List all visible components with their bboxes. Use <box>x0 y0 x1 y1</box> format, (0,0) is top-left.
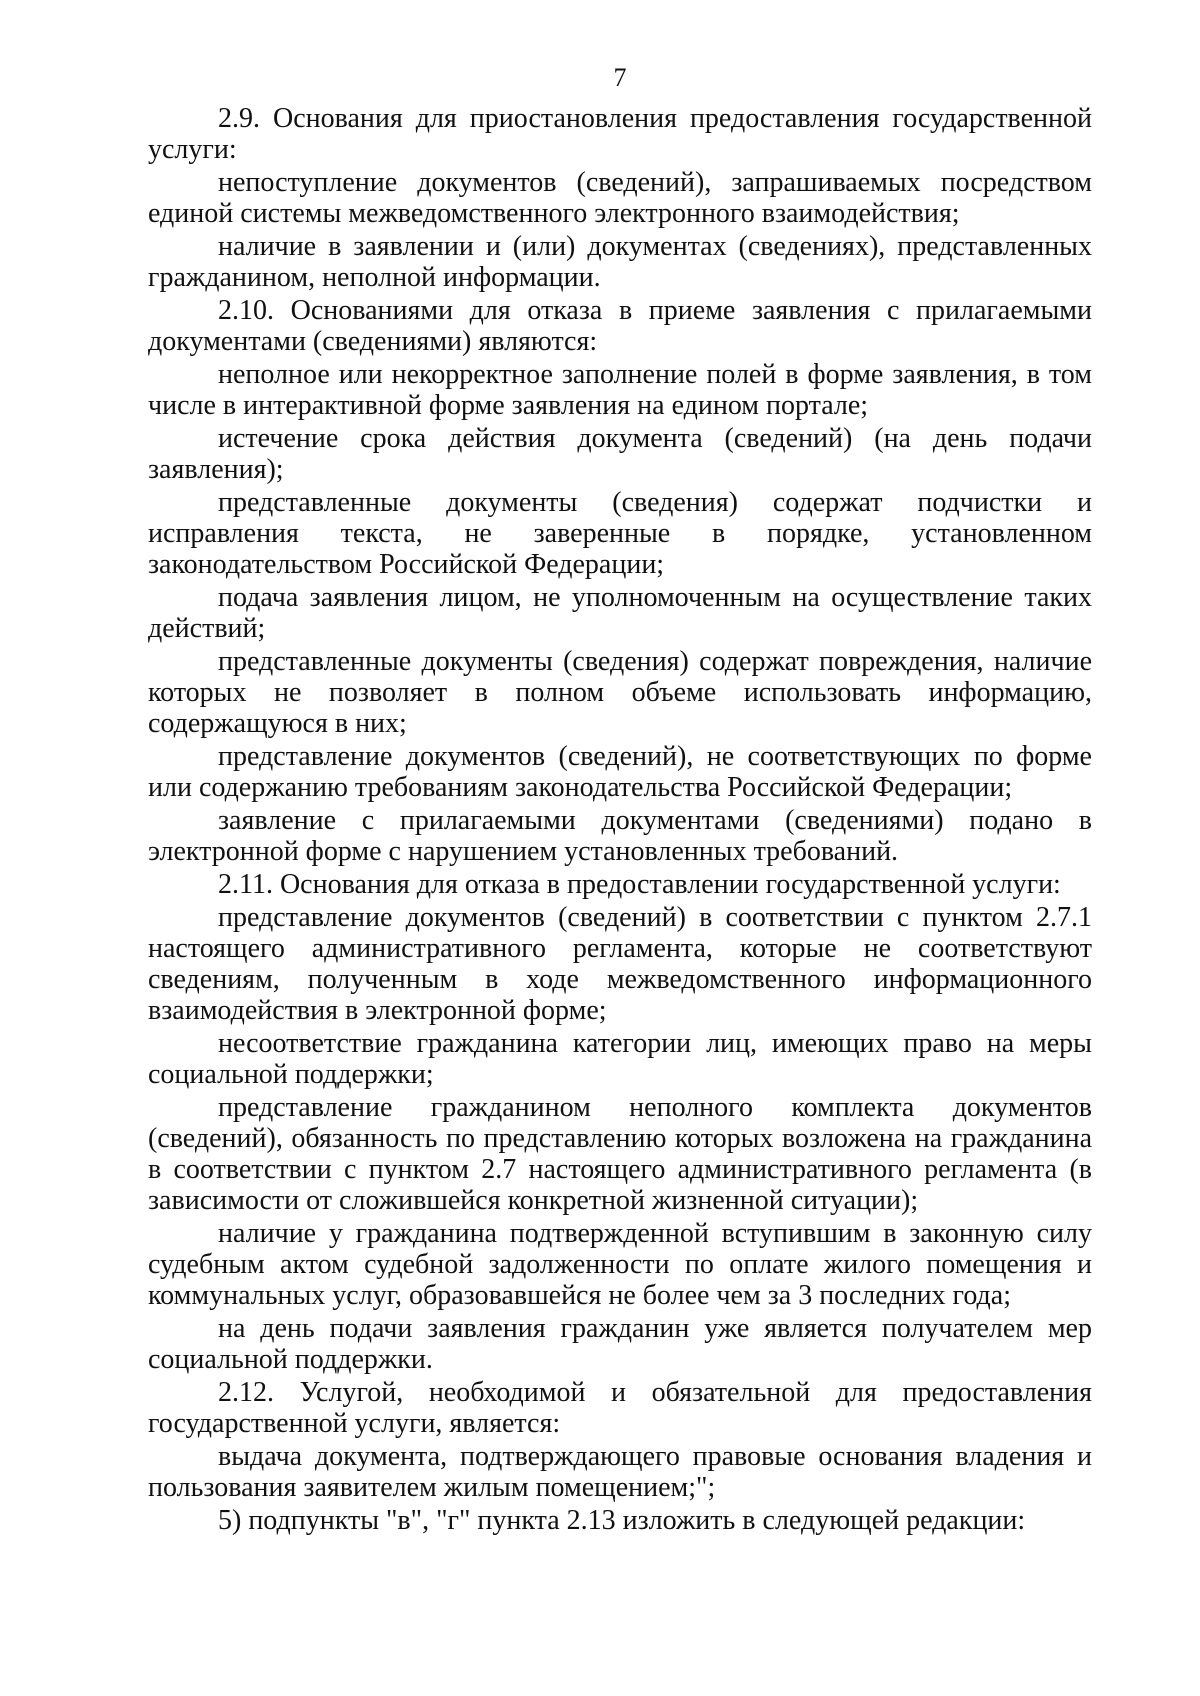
paragraph-2-10-heading: 2.10. Основаниями для отказа в приеме заявления с прилагаемыми документами (сведениями) являются: <box>148 295 1092 357</box>
paragraph-item: представление документов (сведений), не соответствующих по форме или содержанию требованиям законодательства Российской Федерации; <box>148 741 1092 803</box>
paragraph-item: неполное или некорректное заполнение полей в форме заявления, в том числе в интерактивной форме заявления на едином портале; <box>148 359 1092 421</box>
paragraph-item: заявление с прилагаемыми документами (сведениями) подано в электронной форме с нарушением установленных требований. <box>148 805 1092 867</box>
paragraph-item: выдача документа, подтверждающего правовые основания владения и пользования заявителем жилым помещением;"; <box>148 1441 1092 1503</box>
paragraph-item: представленные документы (сведения) содержат повреждения, наличие которых не позволяет в полном объеме использовать информацию, содержащуюся в них; <box>148 646 1092 739</box>
document-body <box>148 103 1092 1536</box>
paragraph-2-11-heading: 2.11. Основания для отказа в предоставлении государственной услуги: <box>218 869 1061 900</box>
paragraph-item: представление документов (сведений) в соответствии с пунктом 2.7.1 настоящего административного регламента, которые не соответствуют сведениям, полученным в ходе межведомственного информационного взаимодействия в электронной форме; <box>148 902 1092 1026</box>
paragraph-item: подача заявления лицом, не уполномоченным на осуществление таких действий; <box>148 582 1092 644</box>
paragraph-2-12-heading: 2.12. Услугой, необходимой и обязательной для предоставления государственной услуги, является: <box>148 1377 1092 1439</box>
paragraph-item-5: 5) подпункты "в", "г" пункта 2.13 изложить в следующей редакции: <box>218 1505 1026 1536</box>
page-number: 7 <box>613 63 627 92</box>
paragraph-item: наличие в заявлении и (или) документах (сведениях), представленных гражданином, неполной информации. <box>148 231 1092 293</box>
paragraph-item: представление гражданином неполного комплекта документов (сведений), обязанность по представлению которых возложена на гражданина в соответствии с пунктом 2.7 настоящего административного регламента (в зависимости от сложившейся конкретной жизненной ситуации); <box>148 1092 1092 1216</box>
paragraph-item: на день подачи заявления гражданин уже является получателем мер социальной поддержки. <box>148 1313 1092 1375</box>
paragraph-item: несоответствие гражданина категории лиц, имеющих право на меры социальной поддержки; <box>148 1028 1092 1090</box>
paragraph-item: непоступление документов (сведений), запрашиваемых посредством единой системы межведомственного электронного взаимодействия; <box>148 167 1092 229</box>
paragraph-item: наличие у гражданина подтвержденной вступившим в законную силу судебным актом судебной задолженности по оплате жилого помещения и коммунальных услуг, образовавшейся не более чем за 3 последних года; <box>148 1218 1092 1311</box>
paragraph-2-9-heading: 2.9. Основания для приостановления предоставления государственной услуги: <box>148 103 1092 165</box>
paragraph-item: истечение срока действия документа (сведений) (на день подачи заявления); <box>148 423 1092 485</box>
paragraph-item: представленные документы (сведения) содержат подчистки и исправления текста, не заверенные в порядке, установленном законодательством Российской Федерации; <box>148 487 1092 580</box>
